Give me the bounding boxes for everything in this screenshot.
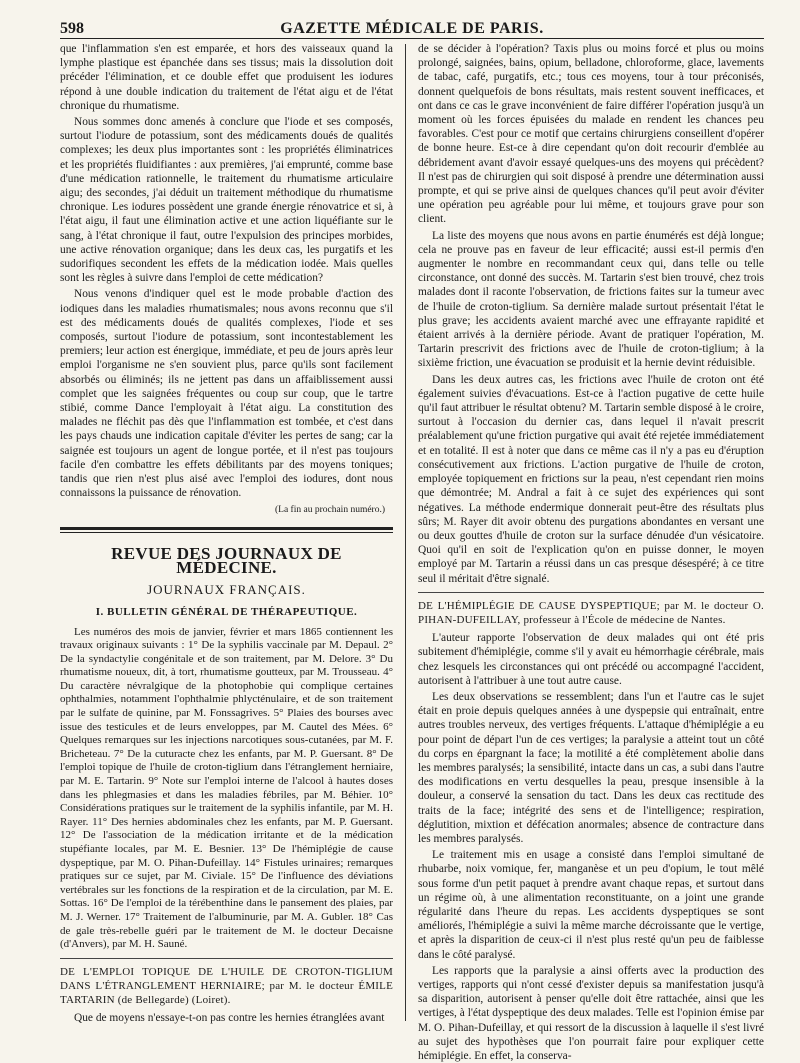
- column-divider: [405, 44, 406, 1021]
- left-column: [60, 42, 393, 1025]
- paragraph: Les numéros des mois de janvier, février et mars 1865 contiennent les travaux originaux suivants : 1° De la syphilis vaccinale par M. Depaul. 2° De la syndactylie congénitale et de son traitement, par M. Delore. 3° Du rhumatisme noueux, dit, à tort, rhumatisme goutteux, par M. Trousseau. 4° Du caractère névralgique de la photophobie qui complique certaines ophthalmies, notamment l'ophthalmie phlycténulaire, et de son traitement par le sulfate de quinine, par M. Fonssagrives. 5° Plaies des bourses avec issue des testicules et de leurs enveloppes, par M. Cautel des Mées. 6° Quelques remarques sur les injections narcotiques sous-cutanées, par M. F. Bricheteau. 7° De la cuturacte chez les enfants, par M. P. Guersant. 8° De l'emploi topique de l'huile de croton-tiglium dans l'étranglement herniaire, par M. E. Tartarin. 9° Note sur l'emploi interne de l'alcool à hautes doses dans les phlegmasies et dans les maladies fébriles, par M. Béhier. 10° Considérations pratiques sur le traitement de la syphilis infantile, par M. H. Rayer. 11° Des hernies abdominales chez les enfants, par M. P. Guersant. 12° De l'association de la médication irritante et de la médication stupéfiante locales, par M. E. Besnier. 13° De l'hémiplégie de cause dyspeptique, par M. O. Pihan-Dufeillay. 14° Fistules urinaires; remarques pratiques sur ce sujet, par M. Civiale. 15° De l'influence des déviations vertébrales sur les fonctions de la respiration et de la circulation, par M. E. Sottas. 16° De l'emploi de la térébenthine dans le pansement des plaies, par M. J. Werner. 17° Traitement de l'albuminurie, par M. A. Gubler. 18° Cas de gale très-rebelle guéri par le traitement de M. le docteur Decaisne (d'Anvers), par M. H. Sauné.: [60, 625, 393, 951]
- bulletin-heading: I. BULLETIN GÉNÉRAL DE THÉRAPEUTIQUE.: [95, 606, 358, 619]
- section-divider: [60, 527, 393, 533]
- paragraph: de se décider à l'opération? Taxis plus ou moins forcé et plus ou moins prolongé, saignées, bains, opium, belladone, chloroforme, glace, lavements de tabac, café, purgatifs, etc.; tous ces moyens, tour à tour préconisés, donnent quelquefois de bons résultats, mais restent souvent inefficaces, et ont dans ce cas le grave inconvénient de faire différer l'opération jusqu'à un moment où les forces épuisées du malade en rendent les chances peu favorables. C'est pour ce motif que certains chirurgiens conseillent d'opérer de bonne heure. Est-ce à dire cependant qu'on doit recourir d'emblée au débridement avant d'avoir essayé quelques-uns des moyens qui précèdent? Il n'est pas de chirurgien qui soit disposé à prendre une détermination aussi prompte, et qui se prive ainsi de quelques chances qu'il peut avoir d'éviter une opération peu agréable pour lui même, et toujours grave pour son client.: [418, 43, 764, 226]
- continued-note: (La fin au prochain numéro.): [275, 504, 385, 515]
- paragraph: Dans les deux autres cas, les frictions avec l'huile de croton ont été également suivies d'évacuations. Est-ce à l'action pugative de cette huile qu'il faut attribuer le résultat obtenu? M. Tartarin semble disposé à le croire, surtout à l'occasion du dernier cas, dans lequel il n'avait prescrit préalablement qu'une friction purgative qui avait été rejetée immédiatement et en totalité. Il est à noter que dans ce même cas il n'y a pas eu d'éruption consécutivement aux frictions. L'action purgative de l'huile de croton, employée topiquement en frictions sur la peau, n'est cependant rien moins que démontrée; M. Andral a fait à ce sujet des expériences qui sont négatives. La méthode endermique donnerait peut-être des résultats plus sûrs; M. Rayer dit avoir obtenu des purgations abondantes en versant une ou deux gouttes d'huile de croton sur la surface dénudée d'un vésicatoire. Quoi qu'il en soit de l'explication qu'on en puisse donner, le moyen employé par M. Tartarin a réussi dans un cas presque désespéré; à ce titre seul il méritait d'être signalé.: [418, 373, 764, 585]
- paragraph: Nous sommes donc amenés à conclure que l'iode et ses composés, surtout l'iodure de potassium, sont des médicaments doués de qualités complexes; les deux plus importantes sont : les propriétés éliminatrices et les propriétés fluidifiantes : aux premières, j'ai emprunté, comme base d'une médication rationnelle, le traitement du rhumatisme articulaire aigu; des secondes, j'ai déduit un traitement méthodique du rhumatisme chronique. Les iodures possèdent une grande énergie rénovatrice et si, à l'état aigu, il faut une élimination active et une action liquéfiante sur le sang, à l'état chronique il faut, outre l'expulsion des principes morbides, une active rénovation organique; dans les deux cas, les purgatifs et les sudorifiques secondent les effets de la médication iodée. Mais quelles sont les règles à suivre dans l'emploi de cette médication?: [60, 116, 393, 285]
- article-divider: [60, 958, 393, 959]
- running-title: GAZETTE MÉDICALE DE PARIS.: [280, 20, 544, 37]
- paragraph: Le traitement mis en usage a consisté dans l'emploi simultané de rhubarbe, noix vomique, fer, manganèse et un peu d'opium, le tout mêlé sous forme d'un petit paquet à prendre avant chaque repas, et surtout dans un régime où, à une alimentation reconstituante, on a joint une grande régularité dans l'heure du repas. Les accidents dyspeptiques se sont améliorés, l'hémiplégie a suivi la même marche décroissante que le vertige, et après la disparition de ceux-ci il n'est plus resté qu'un peu de faiblesse dans le côté paralysé.: [418, 849, 764, 961]
- paragraph: que l'inflammation s'en est emparée, et hors des vaisseaux quand la lymphe plastique est épanchée dans ses tissus; mais la dissolution doit précéder l'élimination, et ce double effet que produisent les iodures répond à une double indication du traitement de l'état aigu et de l'état chronique du rhumatisme.: [60, 43, 393, 112]
- page-header: [60, 12, 764, 39]
- right-column: [418, 42, 764, 1063]
- paragraph: Que de moyens n'essaye-t-on pas contre les hernies étranglées avant: [74, 1012, 385, 1025]
- subsection-title: JOURNAUX FRANÇAIS.: [147, 582, 306, 598]
- paragraph: L'auteur rapporte l'observation de deux malades qui ont été pris subitement d'hémiplégie, comme s'il y avait eu hémorrhagie cérébrale, mais chez lesquels les circonstances qui ont précédé ou accompagné l'accident, autorisent à l'attribuer à une tout autre cause.: [418, 632, 764, 687]
- article-divider: [418, 592, 764, 593]
- paragraph: La liste des moyens que nous avons en partie énumérés est déjà longue; cela ne prouve pas en faveur de leur efficacité; aussi est-il permis d'en augmenter le nombre en recommandant ceux qui, dans telle ou telle circonstance, ont donné des succès. M. Tartarin s'est bien trouvé, chez trois malades dont il raconte l'observation, de frictions faites sur la tumeur avec de l'huile de croton-tiglium. Sa dernière malade surtout présentait l'état le plus grave; les accidents avaient marché avec une effrayante rapidité et étaient arrivés à la dernière période. Avant de pratiquer l'opération, M. Tartarin prescrivit des frictions avec de l'huile de croton-tiglium; à la sixième friction, une évacuation se produisit et la hernie devint réduisible.: [418, 229, 764, 370]
- page-number: 598: [60, 20, 84, 37]
- paragraph: Les rapports que la paralysie a ainsi offerts avec la production des vertiges, rapports qui n'ont cessé d'exister depuis sa manifestation jusqu'à sa disparition, autorisent à penser qu'elle doit être rattachée, ainsi que les vertiges, à l'état dyspeptique des deux malades. Telle est l'opinion émise par M. O. Pihan-Dufeillay, et qui ressort de la discussion à laquelle il s'est livré au sujet des hypothèses que l'on pourrait faire pour expliquer cette hémiplégie. En effet, la conserva-: [418, 964, 764, 1063]
- paragraph: Nous venons d'indiquer quel est le mode probable d'action des iodiques dans les maladies rhumatismales; nous avons reconnu que s'il est des médicaments doués de qualités complexes, l'iode et ses composés, surtout l'iodure de potassium, sont incontestablement les premiers; leur action est énergique, immédiate, et peu de jours après leur emploi l'organisme ne s'en souvient plus, parce qu'ils sont facilement absorbés ou éliminés; ils ne jettent pas dans un affaiblissement aussi complet que les saignées fréquentes ou coup sur coup, que le tartre stibié, comme Dance l'employait à l'état aigu. La constitution des malades ne fléchit pas dès que l'inflammation est tombée, et c'est dans les pays chauds une indication capitale d'éviter les pertes de sang; car la saignée est toujours un agent de longue portée, et il n'est pas toujours facile d'en combattre les effets débilitants par des moyens toniques; tandis que rien n'est plus aisé avec l'emploi des iodures, dont nous connaissons la puissance de rénovation.: [60, 288, 393, 500]
- article-title: DE L'EMPLOI TOPIQUE DE L'HUILE DE CROTON-TIGLIUM DANS L'ÉTRANGLEMENT HERNIAIRE; par M. le docteur ÉMILE TARTARIN (de Bellegarde) (Loiret).: [60, 965, 393, 1007]
- article-title: DE L'HÉMIPLÉGIE DE CAUSE DYSPEPTIQUE; par M. le docteur O. PIHAN-DUFEILLAY, professeur à l'École de médecine de Nantes.: [418, 599, 764, 626]
- section-title: REVUE DES JOURNAUX DE MÉDECINE.: [111, 543, 342, 577]
- paragraph: Les deux observations se ressemblent; dans l'un et l'autre cas le sujet était en proie depuis quelques années à une dyspepsie qui entraînait, entre autres troubles nerveux, des vertiges fréquents. L'attaque d'hémiplégie a eu pour point de départ l'un de ces vertiges; la paralysie a atteint tout un côté du corps en épargnant la face; la motilité a été complètement abolie dans les membres paralysés; la sensibilité, intacte dans un cas, a subi dans l'autre des modifications en vertu desquelles la peau, presque insensible à la douleur, a conservé la sensation du tact. Dans les deux cas rectitude des traits de la face; intégrité des sens et de l'intelligence; respiration, déglutition, mixtion et défécation anormales; absence de contracture dans les membres paralysés.: [418, 690, 764, 845]
